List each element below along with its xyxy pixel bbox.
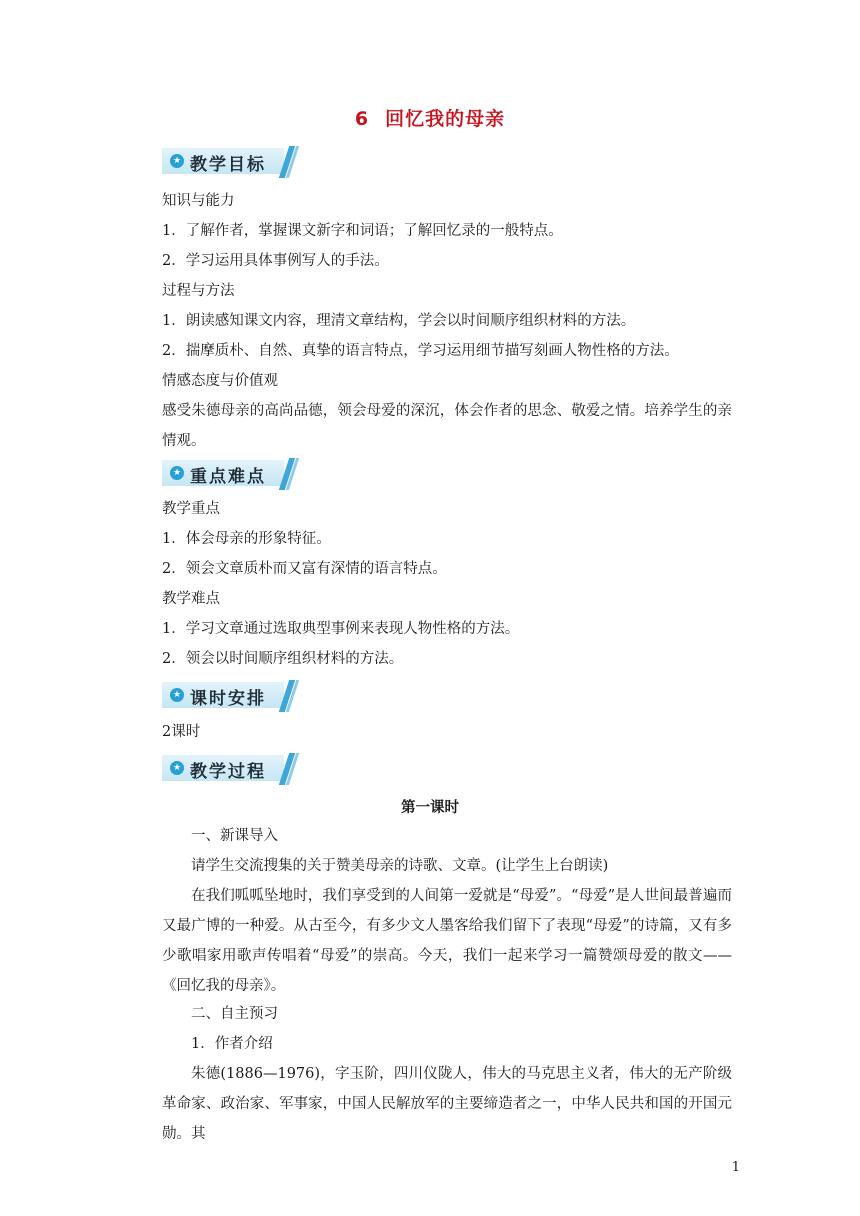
part2-paragraph: 朱德(1886—1976)，字玉阶，四川仪陇人，伟大的马克思主义者，伟大的无产阶级革命家、政治家、军事家，中国人民解放军的主要缔造者之一，中华人民共和国的开国元勋。其 [162, 1066, 732, 1142]
focus-item: 2．领会文章质朴而又富有深情的语言特点。 [162, 561, 447, 577]
trophy-icon: ★ [170, 688, 184, 702]
lesson-title: 第一课时 [401, 800, 459, 816]
page-title [0, 104, 860, 131]
part1-heading: 一、新课导入 [191, 828, 278, 844]
part2-subheading: 1．作者介绍 [191, 1036, 273, 1052]
title-number: 6 [354, 108, 370, 130]
goals-emotion-heading: 情感态度与价值观 [162, 373, 278, 389]
section-label-key-points: 重点难点 [190, 467, 266, 487]
difficulty-item: 1．学习文章通过选取典型事例来表现人物性格的方法。 [162, 621, 520, 637]
difficulty-heading: 教学难点 [162, 591, 220, 607]
section-label-schedule: 课时安排 [190, 689, 266, 709]
goals-knowledge-heading: 知识与能力 [162, 193, 235, 209]
schedule-text: 2课时 [162, 724, 201, 740]
trophy-icon: ★ [170, 761, 184, 775]
goals-knowledge-item: 2．学习运用具体事例写人的手法。 [162, 253, 389, 269]
part1-paragraph: 在我们呱呱坠地时，我们享受到的人间第一爱就是“母爱”。“母爱”是人世间最普遍而又最广博的一种爱。从古至今，有多少文人墨客给我们留下了表现“母爱”的诗篇，又有多少歌唱家用歌声传唱着“母爱”的崇高。今天，我们一起来学习一篇赞颂母爱的散文——《回忆我的母亲》。 [162, 888, 732, 994]
part2-heading: 二、自主预习 [191, 1006, 278, 1022]
trophy-icon: ★ [170, 154, 184, 168]
goals-process-item: 1．朗读感知课文内容，理清文章结构，学会以时间顺序组织材料的方法。 [162, 313, 636, 329]
focus-item: 1．体会母亲的形象特征。 [162, 531, 331, 547]
goals-emotion-text: 感受朱德母亲的高尚品德，领会母爱的深沉，体会作者的思念、敬爱之情。培养学生的亲情观。 [162, 403, 732, 449]
section-badge-key-points [162, 458, 296, 488]
section-badge-goals [162, 146, 296, 176]
goals-process-heading: 过程与方法 [162, 283, 235, 299]
part1-paragraph: 请学生交流搜集的关于赞美母亲的诗歌、文章。(让学生上台朗读) [191, 858, 609, 874]
section-label-goals: 教学目标 [190, 155, 266, 175]
focus-heading: 教学重点 [162, 501, 220, 517]
section-label-process: 教学过程 [190, 762, 266, 782]
section-badge-schedule [162, 680, 296, 710]
page-number: 1 [731, 1160, 740, 1175]
title-text: 回忆我的母亲 [385, 108, 506, 130]
section-badge-process [162, 753, 296, 783]
trophy-icon: ★ [170, 466, 184, 480]
goals-knowledge-item: 1．了解作者，掌握课文新字和词语；了解回忆录的一般特点。 [162, 223, 563, 239]
difficulty-item: 2．领会以时间顺序组织材料的方法。 [162, 651, 404, 667]
goals-process-item: 2．揣摩质朴、自然、真挚的语言特点，学习运用细节描写刻画人物性格的方法。 [162, 343, 679, 359]
